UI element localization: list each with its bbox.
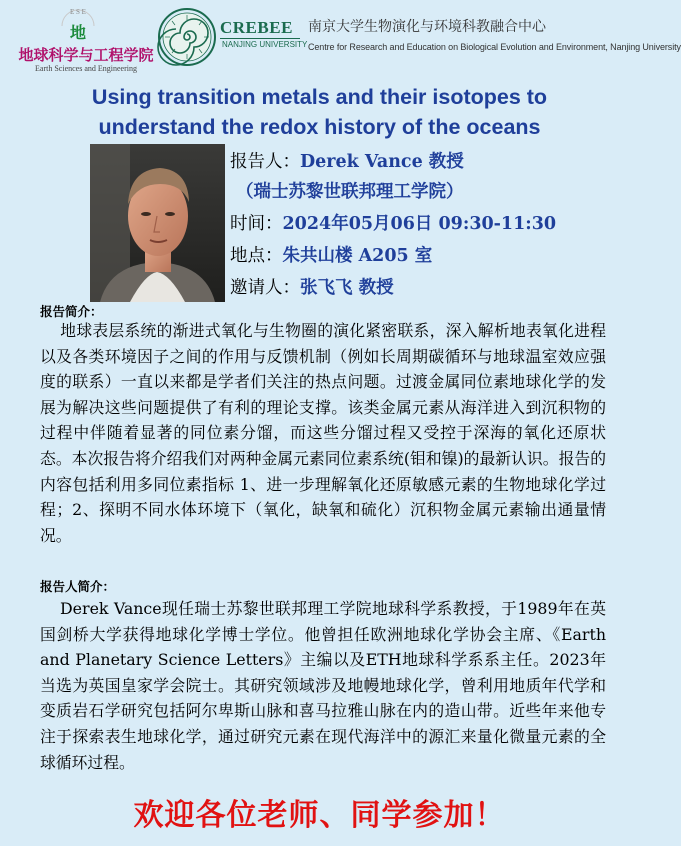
crebee-subname: NANJING UNIVERSITY (222, 40, 308, 49)
affiliation-row (236, 178, 464, 203)
bio-body: Derek Vance现任瑞士苏黎世联邦理工学院地球科学系教授，于1989年在英国剑桥大学获得地球化学博士学位。他曾担任欧洲地球化学协会主席、《Earth and Planetary Science Letters》主编以及ETH地球科学系系主任。2023年当选为英国皇家学会院士。其研究领域涉及地幔地球化学，曾利用地质年代学和变质岩石学研究包括阿尔卑斯山脉和喜马拉雅山脉在内的造山带。近些年来他专注于探索表生地球化学，通过研究元素在现代海洋中的源汇来量化微量元素的全球循环过程。 (40, 599, 606, 772)
speaker-photo (90, 144, 225, 302)
place-row (230, 242, 432, 267)
school-name-en: Earth Sciences and Engineering (35, 64, 137, 73)
crebee-divider (220, 38, 300, 39)
host-label: 邀请人： (230, 278, 300, 298)
speaker-affiliation: （瑞士苏黎世联邦理工学院） (236, 182, 464, 202)
time-row (230, 210, 556, 235)
speaker-value: Derek Vance 教授 (300, 152, 464, 172)
abstract-heading: 报告简介： (40, 304, 103, 319)
abstract-body: 地球表层系统的渐进式氧化与生物圈的演化紧密联系，深入解析地表氧化进程以及各类环境因子之间的作用与反馈机制（例如长周期碳循环与地球温室效应强度的联系）一直以来都是学者们关注的热点问题。过渡金属同位素地球化学的发展为解决这些问题提供了有利的理论支撑。该类金属元素从海洋进入到沉积物的过程中伴随着显著的同位素分馏，而这些分馏过程又受控于深海的氧化还原状态。本次报告将介绍我们对两种金属元素同位素系统(钼和镍)的最新认识。报告的内容包括利用多同位素指标 1、进一步理解氧化还原敏感元素的生物地球化学过程；2、探明不同水体环境下（氧化，缺氧和硫化）沉积物金属元素输出通量情况。 (40, 321, 606, 545)
speaker-row (230, 148, 464, 173)
welcome-banner: 欢迎各位老师、同学参加！ (133, 798, 506, 833)
talk-title (0, 82, 639, 142)
center-name-en: Centre for Research and Education on Biological Evolution and Environment, Nanjing University (308, 42, 681, 52)
talk-title-line2: understand the redox history of the oceans (98, 115, 541, 139)
host-value: 张飞飞 教授 (300, 278, 394, 298)
crebee-name: CREBEE (220, 18, 293, 37)
time-label: 时间： (230, 214, 283, 234)
abstract-text (40, 318, 606, 548)
speaker-label: 报告人： (230, 152, 300, 172)
header (0, 0, 681, 78)
time-value: 2024年05月06日 09:30-11:30 (282, 214, 557, 234)
crebee-logo (156, 6, 308, 68)
school-mark-text: 地 (69, 23, 87, 42)
center-name-cn: 南京大学生物演化与环境科教融合中心 (308, 19, 546, 35)
bio-text (40, 596, 606, 775)
talk-title-line1: Using transition metals and their isotopes to (91, 85, 548, 109)
host-row (230, 274, 394, 299)
school-logo (14, 4, 154, 74)
place-value: 朱共山楼 A205 室 (282, 246, 433, 266)
ammonite-icon (156, 6, 218, 68)
school-name-cn: 地球科学与工程学院 (18, 46, 154, 64)
place-label: 地点： (230, 246, 283, 266)
school-arc-letters: E S E (70, 8, 86, 16)
bio-heading: 报告人简介： (40, 579, 116, 594)
